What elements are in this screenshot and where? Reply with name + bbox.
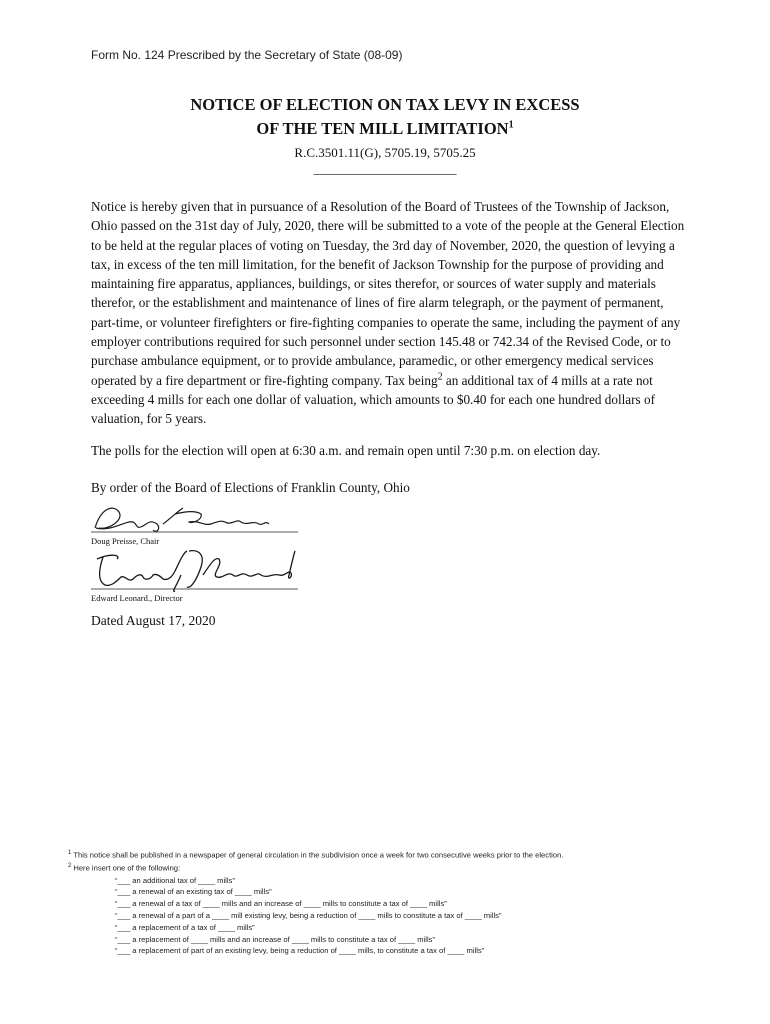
polls-hours-paragraph: The polls for the election will open at 6:30 a.m. and remain open until 7:30 p.m. on election day. (91, 443, 601, 458)
document-title-line2 (0, 119, 770, 139)
dated-line: Dated August 17, 2020 (91, 613, 216, 628)
document-title-line1: NOTICE OF ELECTION ON TAX LEVY IN EXCESS (190, 95, 580, 114)
title-text: OF THE TEN MILL LIMITATION (256, 119, 509, 138)
levy-option: “___ a renewal of an existing tax of ____ mills” (115, 887, 272, 897)
director-signature-graphic (91, 545, 311, 595)
body-text-part1: Notice is hereby given that in pursuance of a Resolution of the Board of Trustees of the Township of Jackson, Ohio passed on the 31st day of July, 2020, there will be submitted to a vote of the people at the General Election to be held at the regular places of voting on Tuesday, the 3rd day of November, 2020, the question of levying a tax, in excess of the ten mill limitation, for the benefit of Jackson Township for the purpose of providing and maintaining fire apparatus, appliances, buildings, or sites therefor, or sources of water supply and materials therefor, or the establishment and maintenance of lines of fire alarm telegraph, or the payment of permanent, part-time, or volunteer firefighters or fire-fighting companies to operate the same, including the payment of any employer contributions required for such personnel under section 145.48 or 742.34 of the Revised Code, or to purchase ambulance equipment, or to provide ambulance, paramedic, or other emergency medical services operated by a fire department or fire-fighting company. Tax being (91, 199, 685, 388)
director-signature (91, 545, 311, 595)
footnote-2 (68, 861, 708, 874)
levy-option: “___ a replacement of a tax of ____ mills” (115, 922, 255, 932)
chair-signature (91, 498, 311, 538)
levy-option: “___ an additional tax of ____ mills” (115, 875, 235, 885)
levy-option: “___ a renewal of a part of a ____ mill existing levy, being a reduction of ____ mills to constitute a tax of ____ mills” (115, 911, 502, 921)
footnote-1 (68, 848, 708, 861)
footnote-2-text: Here insert one of the following: (73, 863, 181, 873)
separator-rule: ______________________ (313, 161, 457, 176)
notice-body-paragraph (91, 197, 685, 429)
chair-signature-graphic (91, 498, 311, 538)
by-order-paragraph: By order of the Board of Elections of Franklin County, Ohio (91, 480, 410, 495)
levy-options-list (115, 875, 708, 958)
title-footnote-ref: 1 (508, 119, 514, 131)
footnote-2-number: 2 (68, 863, 72, 870)
levy-option: “___ a replacement of ____ mills and an increase of ____ mills to constitute a tax of ____ mills” (115, 934, 435, 944)
footnotes-section (68, 848, 708, 957)
chair-name-label: Doug Preisse, Chair (91, 536, 160, 546)
body-footnote-ref: 2 (437, 371, 443, 383)
form-number-header: Form No. 124 Prescribed by the Secretary of State (08-09) (91, 48, 403, 62)
levy-option: “___ a renewal of a tax of ____ mills and an increase of ____ mills to constitute a tax of ____ mills” (115, 899, 447, 909)
footnote-1-number: 1 (68, 850, 72, 856)
levy-option: “___ a replacement of part of an existing levy, being a reduction of ____ mills, to constitute a tax of ____ mills” (115, 946, 485, 956)
footnote-1-text: This notice shall be published in a newspaper of general circulation in the subdivision once a week for two consecutive weeks prior to the election. (73, 850, 564, 860)
body-text-part2: an additional tax of 4 mills at a rate not exceeding 4 mills for each one dollar of valuation, which amounts to $0.40 for each one hundred dollars of valuation, for 5 years. (91, 372, 655, 427)
statute-reference: R.C.3501.11(G), 5705.19, 5705.25 (294, 145, 476, 160)
director-name-label: Edward Leonard., Director (91, 593, 183, 603)
